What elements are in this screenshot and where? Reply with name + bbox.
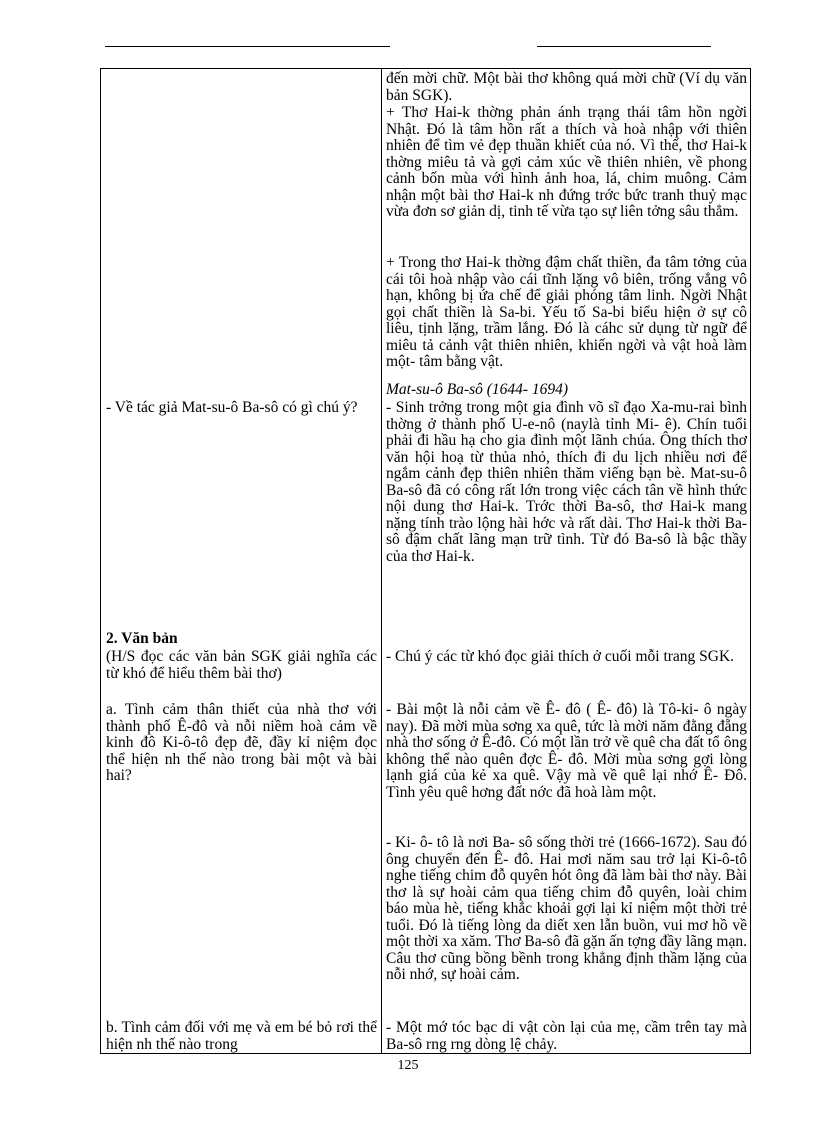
paragraph-vocab-note: - Chú ý các từ khó đọc giải thích ở cuối mỗi trang SGK. [386,648,735,665]
question-a: a. Tình cảm thân thiết của nhà thơ với thành phố Ê-đô và nỗi niềm hoà cảm về kinh đô Ki-ô-tô đẹp đẽ, đầy kỉ niệm đọc thể hiện nh thế nào trong bài một và bài hai? [106,701,377,784]
reading-note: (H/S đọc các văn bản SGK giải nghĩa các từ khó để hiểu thêm bài thơ) [106,648,377,682]
header-rule-left [105,46,390,47]
page-number: 125 [397,1058,419,1073]
paragraph-haiku-nature: + Thơ Hai-k thờng phản ánh trạng thái tâm hồn ngời Nhật. Đó là tâm hồn rất a thích và hoà nhập với thiên nhiên để tìm vẻ đẹp thuần khiết của nó. Vì thế, thơ Hai-k thờng miêu tả và gợi cảm xúc về thiên nhiên, về phong cảnh bốn mùa với hình ảnh hoa, lá, chim muông. Cảm nhận một bài thơ Hai-k nh đứng trớc bức tranh thuỷ mạc vừa đơn sơ giản dị, tinh tế vừa tạo sự liên tởng sâu thẳm. [386,104,747,220]
question-b: b. Tình cảm đối với mẹ và em bé bỏ rơi thể hiện nh thế nào trong [106,1019,377,1053]
paragraph-haiku-zen: + Trong thơ Hai-k thờng đậm chất thiền, đa tâm tởng của cái tôi hoà nhập vào cái tĩnh lặng vô biên, trống vắng vô hạn, không bị ứa chế để giải phóng tâm linh. Ngời Nhật gọi chất thiền là Sa-bi. Yếu tố Sa-bi biểu hiện ở sự cô liêu, tịnh lặng, trầm lắng. Đó là cáhc sử dụng từ ngữ để miêu tả cảnh vật thiên nhiên, khiến ngời và vật hoà làm một- tâm bằng vật. [386,254,747,370]
paragraph-poem-one: - Bài một là nỗi cảm về Ê- đô ( Ê- đô) là Tô-ki- ô ngày nay). Đã mời mùa sơng xa quê, tức là mời năm đằng đẵng nhà thơ sống ở Ê-đô. Có một lần trở về quê cha đất tổ ông không thể nào quên đợc Ê- đô. Mời mùa sơng gợi lòng lạnh giá của kẻ xa quê. Vậy mà về quê lại nhớ Ê- Đô. Tình yêu quê hơng đất nớc đã hoà làm một. [386,701,747,801]
column-divider [381,69,382,1053]
section-heading: 2. Văn bản [106,630,178,647]
header-rule-right [537,46,711,47]
paragraph-poem-three: - Một mớ tóc bạc di vật còn lại của mẹ, cầm trên tay mà Ba-sô rng rng dòng lệ chảy. [386,1019,747,1053]
lesson-table [100,68,751,1054]
left-column [106,69,377,1053]
paragraph-1: đến mời chữ. Một bài thơ không quá mời chữ (Ví dụ văn bản SGK). [386,70,747,104]
question-author: - Về tác giả Mat-su-ô Ba-sô có gì chú ý? [106,399,358,416]
author-name: Mat-su-ô Ba-sô (1644- 1694) [386,381,569,398]
paragraph-poem-two: - Ki- ô- tô là nơi Ba- sô sống thời trẻ (1666-1672). Sau đó ông chuyển đến Ê- đô. Hai mơi năm sau trở lại Ki-ô-tô nghe tiếng chim đỗ quyên hót ông đã làm bài thơ này. Bài thơ là sự hoài cảm qua tiếng chim đỗ quyên, loài chim báo mùa hè, tiếng khắc khoải gợi lại kỉ niệm một thời trẻ tuổi. Đó là tiếng lòng da diết xen lẫn buồn, vui mơ hồ về một thời xa xăm. Thơ Ba-sô đã gặn ấn tợng đầy lãng mạn. Câu thơ cũng bồng bềnh trong khẳng định thầm lặng của nỗi nhớ, sự hoài cảm. [386,834,747,983]
right-column [386,69,747,1053]
paragraph-author-bio: - Sinh trởng trong một gia đình võ sĩ đạo Xa-mu-rai bình thờng ở thành phố U-e-nô (naylà tỉnh Mi- ê). Chín tuổi phải đi hầu hạ cho gia đình một lãnh chúa. Ông thích thơ văn hội hoạ từ thủa nhỏ, thích đi du lịch nhiều nơi để ngắm cảnh đẹp thiên nhiên thăm viếng bạn bè. Mat-su-ô Ba-sô đã có công rất lớn trong việc cách tân về hình thức nội dung thơ Hai-k. Trớc thời Ba-sô, thơ Hai-k mang nặng tính trào lộng hài hớc và rất dài. Thơ Hai-k thời Ba- sô đậm chất lãng mạn trữ tình. Từ đó Ba-sô là bậc thầy của thơ Hai-k. [386,399,747,565]
